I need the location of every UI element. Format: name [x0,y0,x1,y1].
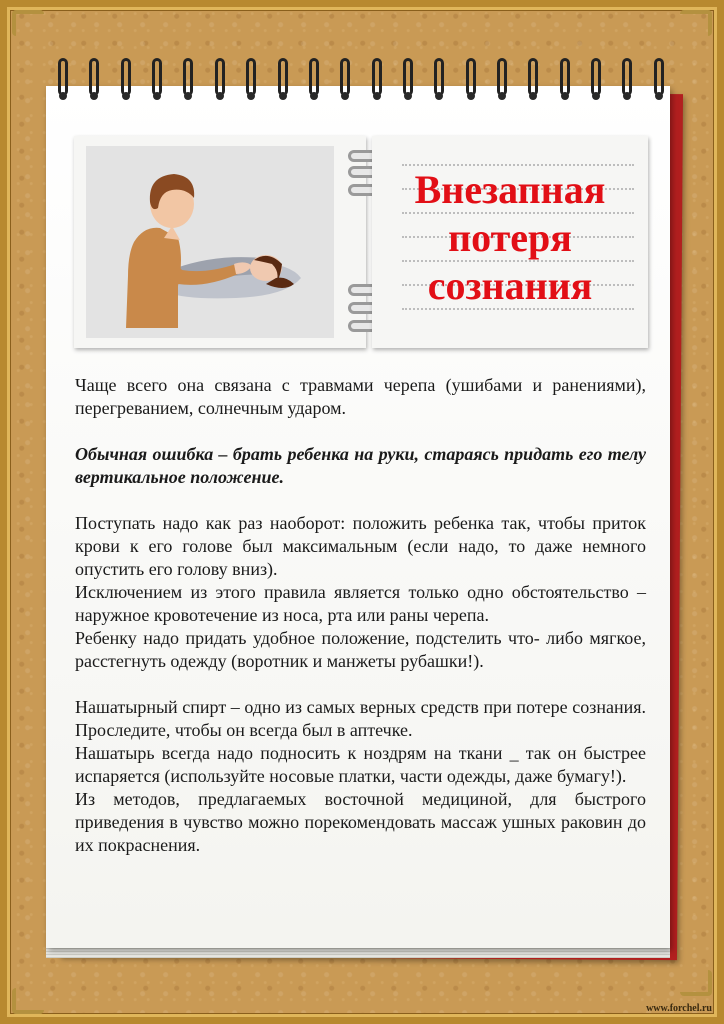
frame-corner-top-right [680,10,712,36]
spiral-ring [560,58,570,102]
spiral-ring [372,58,382,102]
spiral-ring [591,58,601,102]
spiral-ring [622,58,632,102]
spiral-ring [340,58,350,102]
spiral-ring [278,58,288,102]
notebook-spiral-binding [58,58,664,104]
spiral-ring [309,58,319,102]
frame-corner-top-left [12,10,44,36]
spiral-ring [654,58,664,102]
first-aid-illustration [86,146,334,338]
spiral-ring [121,58,131,102]
paragraph-6: Нашатырный спирт – одно из самых верных средств при потере сознания. Проследите, чтобы он всегда был в аптечке. [75,697,646,740]
title-card [372,136,648,348]
spiral-ring [246,58,256,102]
spiral-ring [528,58,538,102]
spiral-ring [183,58,193,102]
paragraph-7: Нашатырь всегда надо подносить к ноздрям на ткани _ так он быстрее испаряется (используйте носовые платки, части одежды, даже бумагу!). [75,743,646,786]
page-title [372,166,648,310]
frame-corner-bottom-right [680,970,712,996]
person-helping-unconscious-icon [86,146,334,338]
spiral-ring [497,58,507,102]
title-line-1: Внезапная [414,167,606,212]
spiral-ring [215,58,225,102]
spiral-ring [152,58,162,102]
spiral-ring [434,58,444,102]
spiral-ring [403,58,413,102]
spiral-ring [466,58,476,102]
paragraph-4: Исключением из этого правила является только одно обстоятельство – наружное кровотечение из носа, рта или раны черепа. [75,582,646,625]
site-watermark: www.forchel.ru [646,1003,712,1014]
article-body [75,374,646,857]
title-line-2: потеря [448,215,572,260]
spiral-ring [89,58,99,102]
paragraph-1: Чаще всего она связана с травмами черепа (ушибами и ранениями), перегреванием, солнечным ударом. [75,375,646,418]
title-line-3: сознания [427,263,593,308]
spiral-ring [58,58,68,102]
paragraph-3: Поступать надо как раз наоборот: положить ребенка так, чтобы приток крови к его голове был максимальным (если надо, то даже немного опустить его голову вниз). [75,513,646,579]
paragraph-8: Из методов, предлагаемых восточной медициной, для быстрого приведения в чувство можно порекомендовать массаж ушных раковин до их покраснения. [75,789,646,855]
illustration-card [74,136,366,348]
frame-corner-bottom-left [12,988,44,1014]
paragraph-2-warning: Обычная ошибка – брать ребенка на руки, стараясь придать его телу вертикальное положение. [75,444,646,487]
paragraph-5: Ребенку надо придать удобное положение, подстелить что- либо мягкое, расстегнуть одежду (воротник и манжеты рубашки!). [75,628,646,671]
